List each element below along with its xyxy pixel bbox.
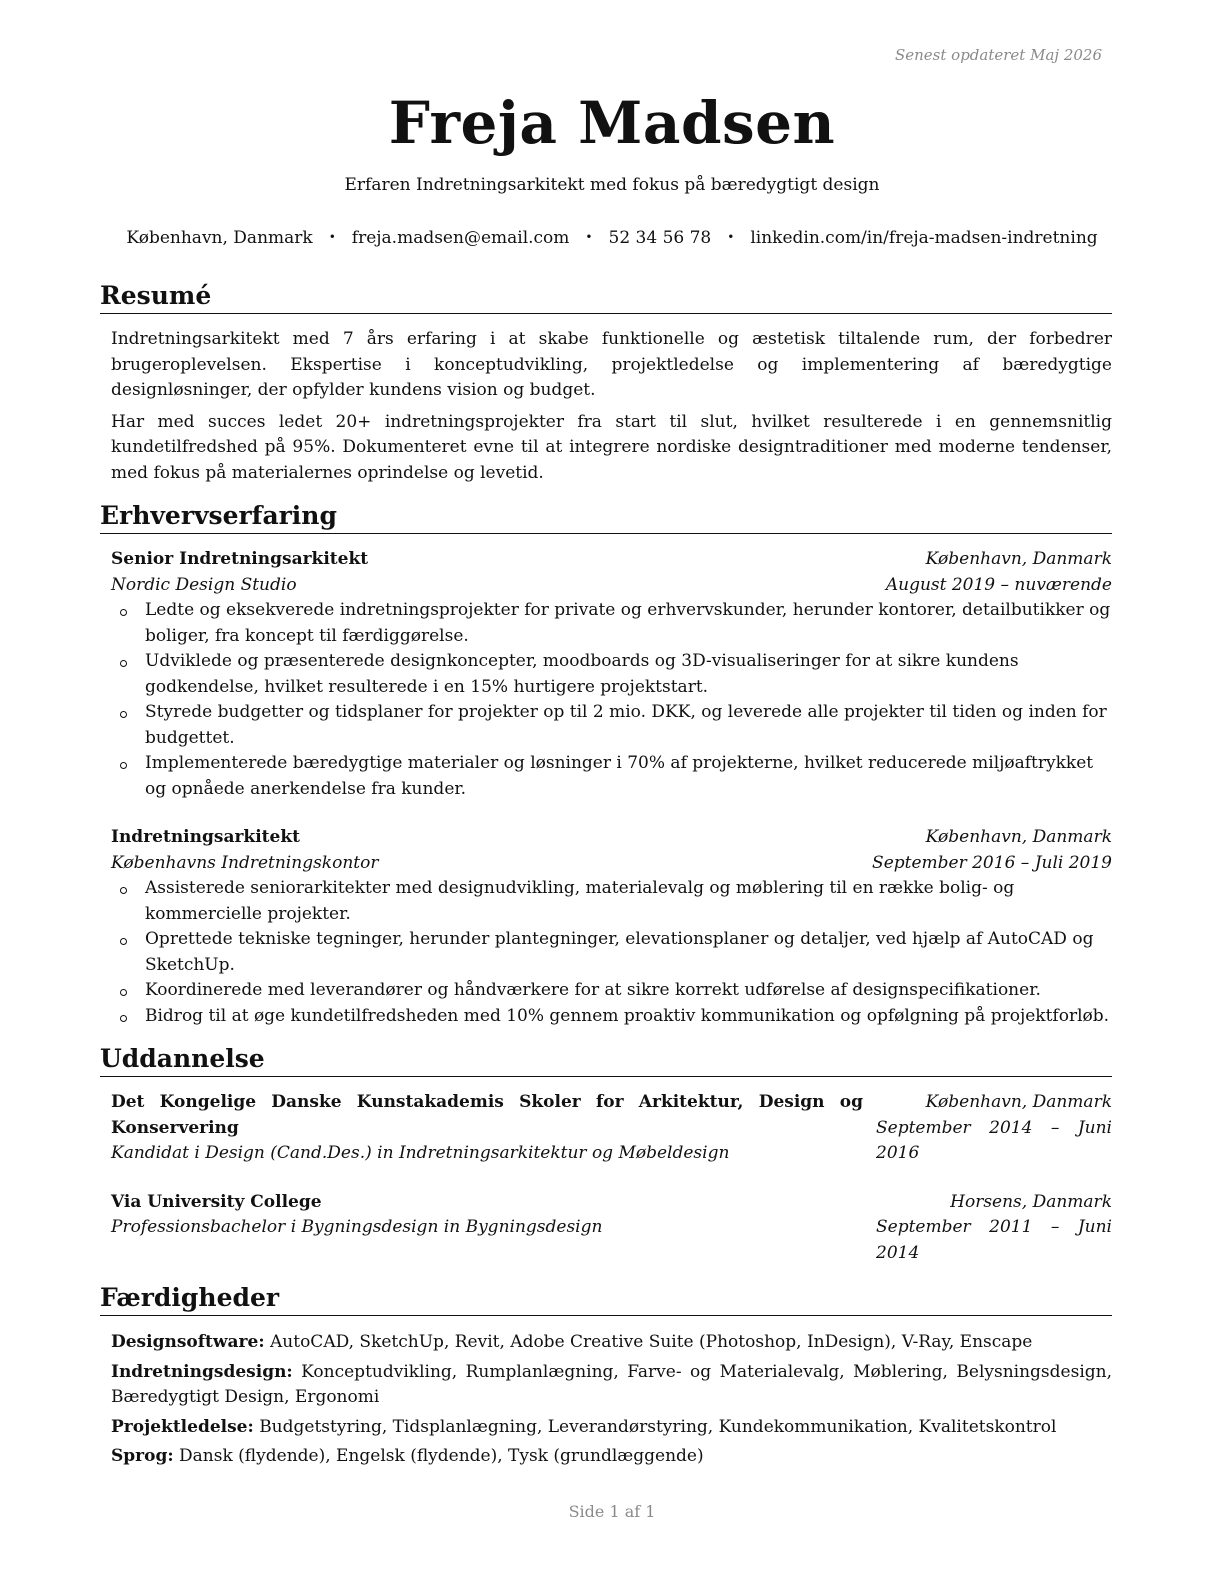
list-item: Bidrog til at øge kundetilfredsheden med 10% gennem proaktiv kommunikation og opfølgning på projektforløb. [145,1004,1112,1030]
summary-paragraph: Har med succes ledet 20+ indretningsprojekter fra start til slut, hvilket resulterede i en gennemsnitlig kundetilfredshed på 95%. Dokumenteret evne til at integrere nordiske designtraditioner med moderne tendenser, med fokus på materialernes oprindelse og levetid. [111,411,1112,483]
skill-value: Budgetstyring, Tidsplanlægning, Leverandørstyring, Kundekommunikation, Kvalitetskontrol [259,1416,1057,1437]
skill-label: Indretningsdesign: [111,1361,293,1382]
contact-line [100,228,1124,248]
list-item: Ledte og eksekverede indretningsprojekter for private og erhvervskunder, herunder kontorer, detailbutikker og boliger, fra koncept til færdiggørelse. [145,598,1112,649]
education-section [100,1043,1112,1266]
education-dates: September 2014 – Juni 2016 [876,1117,1112,1163]
job-dates: August 2019 – nuværende [885,574,1112,595]
candidate-name: Freja Madsen [388,89,836,157]
list-item: Koordinerede med leverandører og håndværkere for at sikre korrekt udførelse af designspecifikationer. [145,978,1112,1004]
job-dates: September 2016 – Juli 2019 [872,852,1112,873]
job-location: København, Danmark [925,549,1112,569]
skill-label: Projektledelse: [111,1416,254,1437]
section-title-summary: Resumé [100,280,1112,314]
degree: Kandidat i Design (Cand.Des.) in Indretningsarkitektur og Møbeldesign [111,1143,730,1163]
skill-row [111,1360,1112,1411]
job-bullets [111,876,1112,1029]
separator-dot: • [727,230,735,244]
section-title-education: Uddannelse [100,1043,1112,1077]
tagline: Erfaren Indretningsarkitekt med fokus på bæredygtigt design [344,175,880,195]
section-title-skills: Færdigheder [100,1282,1112,1316]
job-company: Københavns Indretningskontor [111,852,379,873]
list-item: Implementerede bæredygtige materialer og løsninger i 70% af projekterne, hvilket reducerede miljøaftrykket og opnåede anerkendelse fra kunder. [145,751,1112,802]
contact-linkedin[interactable]: linkedin.com/in/freja-madsen-indretning [750,228,1098,248]
summary-section [100,280,1112,486]
job-location: København, Danmark [925,827,1112,847]
list-item: Udviklede og præsenterede designkoncepter, moodboards og 3D-visualiseringer for at sikre kundens godkendelse, hvilket resulterede i en 15% hurtigere projektstart. [145,649,1112,700]
contact-email[interactable]: freja.madsen@email.com [351,228,570,248]
job-entry [111,825,1112,1029]
skill-label: Designsoftware: [111,1332,265,1352]
job-role: Indretningsarkitekt [111,827,300,847]
page-footer: Side 1 af 1 [568,1502,656,1521]
skill-value: Dansk (flydende), Engelsk (flydende), Tysk (grundlæggende) [179,1446,704,1466]
education-entry [111,1090,1112,1167]
school-location: København, Danmark [925,1092,1112,1112]
job-entry [111,547,1112,802]
job-bullets [111,598,1112,802]
list-item: Assisterede seniorarkitekter med designudvikling, materialevalg og møblering til en række bolig- og kommercielle projekter. [145,876,1112,927]
skills-section [100,1282,1112,1470]
education-entry [111,1190,1112,1267]
experience-section [100,500,1112,1029]
education-dates: September 2011 – Juni 2014 [876,1217,1112,1263]
job-role: Senior Indretningsarkitekt [111,549,369,569]
school-name: Via University College [111,1191,322,1212]
degree: Professionsbachelor i Bygningsdesign in Bygningsdesign [111,1217,603,1237]
job-company: Nordic Design Studio [111,574,297,595]
last-updated: Senest opdateret Maj 2026 [894,46,1102,64]
summary-paragraph: Indretningsarkitekt med 7 års erfaring i at skabe funktionelle og æstetisk tiltalende rum, der forbedrer brugeroplevelsen. Ekspertise i konceptudvikling, projektledelse og implementering af bæredygtige designløsninger, der opfylder kundens vision og budget. [111,329,1112,400]
school-name: Det Kongelige Danske Kunstakademis Skoler for Arkitektur, Design og Konservering [111,1092,863,1138]
skill-value: AutoCAD, SketchUp, Revit, Adobe Creative Suite (Photoshop, InDesign), V-Ray, Enscape [270,1332,1033,1352]
skill-value: Konceptudvikling, Rumplanlægning, Farve- og Materialevalg, Møblering, Belysningsdesign, Bæredygtigt Design, Ergonomi [111,1361,1112,1407]
skill-row [111,1444,1112,1470]
skill-row [111,1330,1112,1356]
separator-dot: • [328,230,336,244]
skill-row [111,1415,1112,1441]
separator-dot: • [585,230,593,244]
section-title-experience: Erhvervserfaring [100,500,1112,534]
contact-location: København, Danmark [126,228,313,248]
school-location: Horsens, Danmark [950,1191,1112,1212]
list-item: Styrede budgetter og tidsplaner for projekter op til 2 mio. DKK, og leverede alle projekter til tiden og inden for budgettet. [145,700,1112,751]
contact-phone: 52 34 56 78 [608,228,712,248]
list-item: Oprettede tekniske tegninger, herunder plantegninger, elevationsplaner og detaljer, ved hjælp af AutoCAD og SketchUp. [145,927,1112,978]
skill-label: Sprog: [111,1446,174,1466]
